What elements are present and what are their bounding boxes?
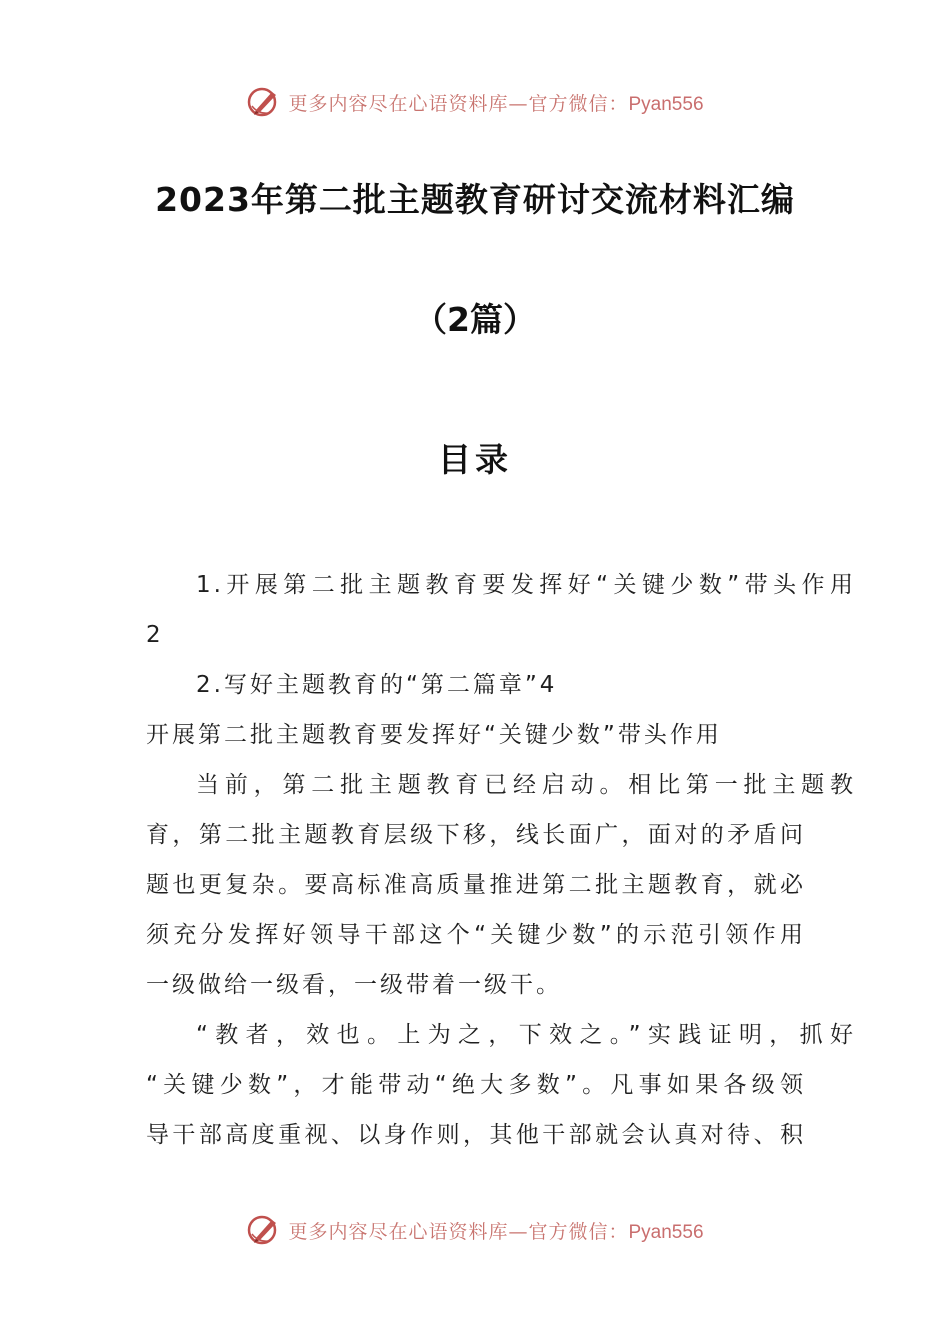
body-line: 题也更复杂。要高标准高质量推进第二批主题教育，就必 bbox=[146, 872, 806, 898]
body-line: 一级做给一级看，一级带着一级干。 bbox=[146, 972, 562, 998]
watermark-text: 更多内容尽在心语资料库—官方微信：Pyan556 bbox=[288, 92, 704, 115]
body-line: 当前，第二批主题教育已经启动。相比第一批主题教 bbox=[196, 772, 856, 798]
toc-heading: 目录 bbox=[438, 440, 512, 479]
body-line: 育，第二批主题教育层级下移，线长面广，面对的矛盾问 bbox=[146, 822, 806, 848]
document-title: 2023年第二批主题教育研讨交流材料汇编 bbox=[155, 180, 795, 219]
pen-circle-logo-icon bbox=[246, 1212, 282, 1248]
document-subtitle: （2篇） bbox=[414, 300, 536, 339]
body-line: “关键少数”，才能带动“绝大多数”。凡事如果各级领 bbox=[146, 1072, 806, 1098]
watermark-footer bbox=[0, 1210, 950, 1250]
watermark-text: 更多内容尽在心语资料库—官方微信：Pyan556 bbox=[288, 1220, 704, 1243]
body-line: “教者，效也。上为之，下效之。”实践证明，抓好 bbox=[196, 1022, 856, 1048]
toc-entry-label: 2.写好主题教育的“第二篇章” bbox=[196, 672, 540, 698]
toc-entry-2[interactable] bbox=[146, 660, 856, 710]
article-title: 开展第二批主题教育要发挥好“关键少数”带头作用 bbox=[146, 722, 722, 748]
body-line: 须充分发挥好领导干部这个“关键少数”的示范引领作用 bbox=[146, 922, 806, 948]
toc-entry-page: 4 bbox=[539, 672, 558, 698]
pen-circle-logo-icon bbox=[246, 84, 282, 120]
toc-entry-1-page: 2 bbox=[146, 622, 164, 648]
toc-entry-label: 1.开展第二批主题教育要发挥好“关键少数”带头作用 bbox=[196, 572, 856, 598]
watermark-header bbox=[0, 82, 950, 122]
body-line: 导干部高度重视、以身作则，其他干部就会认真对待、积 bbox=[146, 1122, 806, 1148]
toc-entry-1[interactable] bbox=[146, 560, 856, 610]
